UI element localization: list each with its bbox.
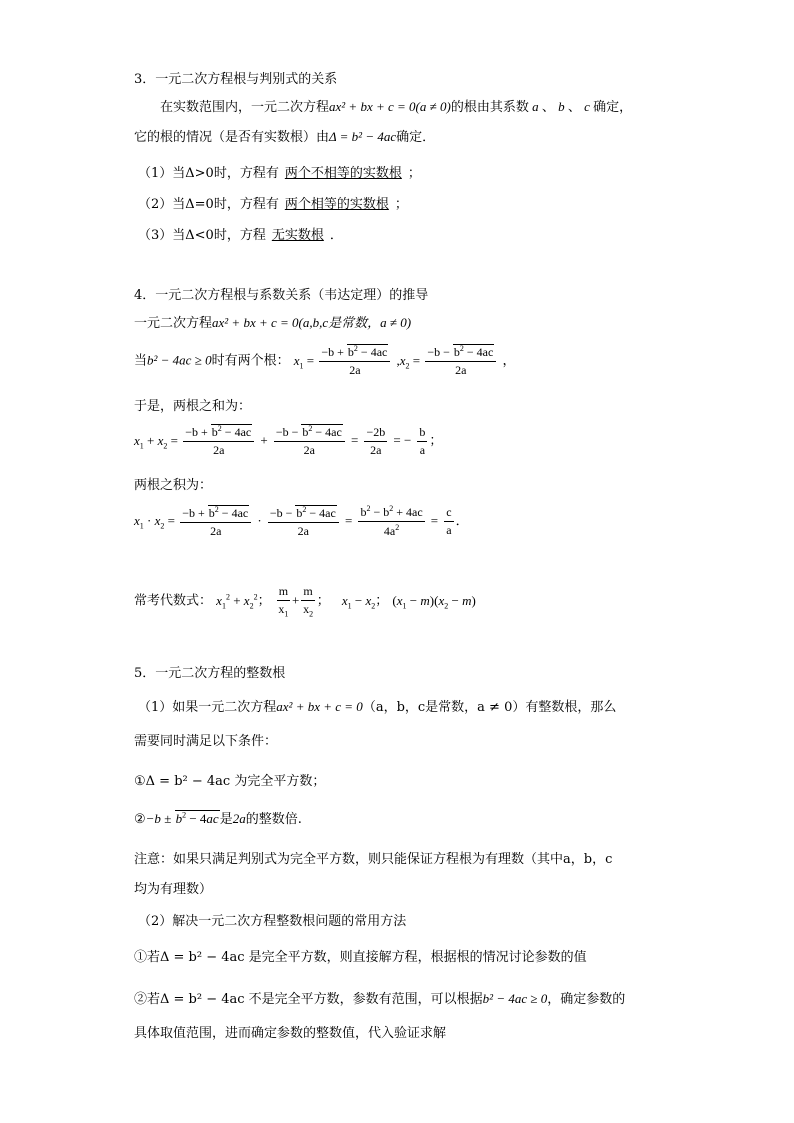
s4-sum-eq: $x_1 + x_2$ = $\frac{-b + b^2 - 4ac}{2a}$ + $\frac{-b - b^2 - 4ac}{2a}$ = $\frac{-2b}{2a}$ = − $\frac{b}{a}$ ； bbox=[134, 424, 443, 457]
section-3-title: 3．一元二次方程根与判别式的关系 bbox=[134, 72, 338, 87]
s5-p2: （2）解决一元二次方程整数根问题的常用方法 bbox=[138, 914, 407, 929]
s3-case-3: （3）当Δ<0时，方程 无实数根 ． bbox=[138, 228, 343, 243]
s5-p1: （1）如果一元二次方程ax² + bx + c = 0（a，b，c是常数，a ≠ 0）有整数根，那么 bbox=[138, 699, 617, 715]
s5-p1-cont: 需要同时满足以下条件： bbox=[134, 734, 278, 749]
section-4-title: 4．一元二次方程根与系数关系（韦达定理）的推导 bbox=[134, 288, 429, 303]
s5-method-2: ②若Δ = b² − 4ac 不是完全平方数，参数有范围，可以根据b² − 4ac ≥ 0，确定参数的 bbox=[134, 991, 626, 1007]
s4-sum-label: 于是，两根之和为： bbox=[134, 399, 252, 414]
s4-prod-label: 两根之积为： bbox=[134, 478, 213, 493]
s5-method-1: ①若Δ = b² − 4ac 是完全平方数，则直接解方程，根据根的情况讨论参数的值 bbox=[134, 950, 587, 965]
s4-eq-line: 一元二次方程ax² + bx + c = 0(a,b,c是常数，a ≠ 0) bbox=[134, 315, 412, 331]
s5-note-1: 注意：如果只满足判别式为完全平方数，则只能保证方程根为有理数（其中a，b，c bbox=[134, 852, 613, 867]
s3-case-1: （1）当Δ>0时，方程有 两个不相等的实数根 ； bbox=[138, 166, 421, 181]
section-5-title: 5．一元二次方程的整数根 bbox=[134, 666, 286, 681]
s4-common-line: 常考代数式： $x_1^2 + x_2^2$； $\frac{m}{x_1}$ + $\frac{m}{x_2}$ ； $x_1 - x_2$； $(x_1 - m)(x_2 - m)$ bbox=[134, 584, 476, 619]
s5-cond-1: ①Δ = b² − 4ac 为完全平方数； bbox=[134, 774, 326, 789]
s5-method-3: 具体取值范围，进而确定参数的整数值，代入验证求解 bbox=[134, 1026, 447, 1041]
s4-roots-line: 当b² − 4ac ≥ 0时有两个根： $x_1$ = $\frac{-b + b^2 - 4ac}{2a}$ $,x_2$ = $\frac{-b - b^2 - 4ac}{2a}$ ， bbox=[134, 344, 516, 377]
s5-cond-2: ②−b ± $b^2 - 4ac$是2a的整数倍. bbox=[134, 810, 302, 827]
s3-case-2: （2）当Δ=0时，方程有 两个相等的实数根 ； bbox=[138, 197, 408, 212]
s3-intro: 在实数范围内，一元二次方程ax² + bx + c = 0(a ≠ 0)的根由其系数 a 、 b 、 c 确定， bbox=[160, 99, 633, 115]
s3-line2: 它的根的情况（是否有实数根）由Δ = b² − 4ac确定． bbox=[134, 129, 436, 145]
s5-note-2: 均为有理数） bbox=[134, 882, 213, 897]
s4-prod-eq: $x_1 \cdot x_2$ = $\frac{-b + b^2 - 4ac}{2a}$ · $\frac{-b - b^2 - 4ac}{2a}$ = $\frac{b^2 - b^2 + 4ac}{4a^2}$ = $\frac{c}{a}$ ． bbox=[134, 504, 469, 538]
